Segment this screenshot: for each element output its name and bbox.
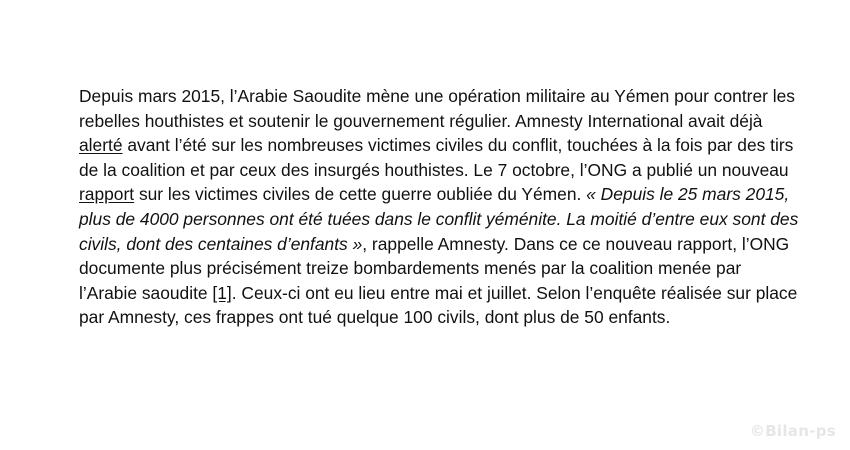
- paragraph-text-1: Depuis mars 2015, l’Arabie Saoudite mène une opération militaire au Yémen pour contrer les rebelles houthistes et soutenir le gouvernement régulier. Amnesty International avait déjà: [79, 86, 795, 131]
- watermark: ©Bilan-ps: [749, 422, 836, 440]
- article-paragraph: [79, 84, 799, 330]
- paragraph-text-4: , rappelle Amnesty. Dans ce ce nouveau rapport, l’ONG documente plus précisément treize bombardements menés par la coalition menée par l’Arabie saoudite: [79, 233, 790, 303]
- link-rapport[interactable]: rapport: [79, 184, 135, 205]
- paragraph-text-2: avant l’été sur les nombreuses victimes civiles du conflit, touchées à la fois par des tirs de la coalition et par ceux des insurgés houthistes. Le 7 octobre, l’ONG a publié un nouveau: [79, 135, 794, 180]
- paragraph-text-5: . Ceux-ci ont eu lieu entre mai et juillet. Selon l’enquête réalisée sur place par Amnesty, ces frappes ont tué quelque 100 civils, dont plus de 50 enfants.: [79, 282, 798, 328]
- footnote-link[interactable]: [1]: [212, 282, 232, 303]
- amnesty-quote: « Depuis le 25 mars 2015, plus de 4000 personnes ont été tuées dans le conflit yéménite. La moitié d’entre eux sont des civils, dont des centaines d’enfants »: [79, 184, 799, 254]
- paragraph-text-3: sur les victimes civiles de cette guerre oubliée du Yémen.: [134, 184, 587, 205]
- link-alerte[interactable]: alerté: [79, 135, 123, 156]
